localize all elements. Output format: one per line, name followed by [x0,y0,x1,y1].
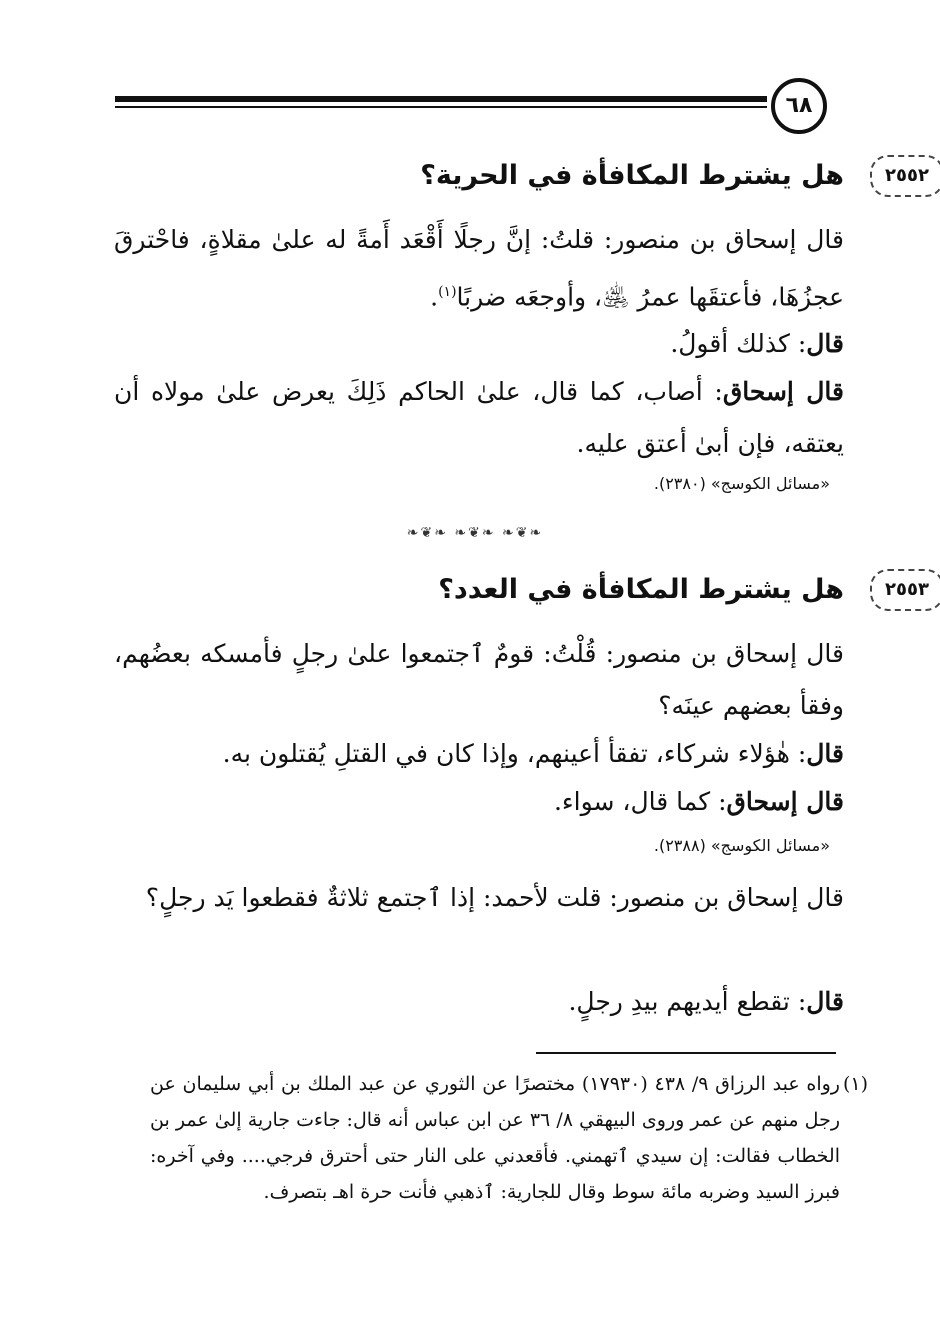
source-citation: «مسائل الكوسج» (٢٣٨٠). [653,474,830,493]
section-heading-2552 [420,160,929,191]
paragraph [114,728,844,780]
paragraph [114,214,844,323]
paragraph [114,872,844,924]
speaker-label: قال [806,987,844,1016]
section-title: هل يشترط المكافأة في العدد؟ [438,574,844,605]
question-text: قال إسحاق بن منصور: قُلْتُ: قومٌ ٱجتمعوا علىٰ رجلٍ فأمسكه بعضُهم، وفقأ بعضهم عينَه؟ [114,639,844,720]
answer-text: : أصاب، كما قال، علىٰ الحاكم ذَلِكَ يعرض علىٰ مولاه أن يعتقه، فإن أبىٰ أعتق عليه. [114,377,844,458]
header-rule-thick [115,96,767,102]
section-title: هل يشترط المكافأة في الحرية؟ [420,160,844,191]
question-text: قال إسحاق بن منصور: قلت لأحمد: إذا ٱجتمع ثلاثةٌ فقطعوا يَد رجلٍ؟ [145,883,844,912]
paragraph [114,318,844,370]
paragraph [114,366,844,470]
footnote-reference[interactable]: (١) [438,284,457,300]
section-number-badge: ٢٥٥٣ [870,569,940,611]
speaker-label: قال إسحاق [722,377,844,406]
speaker-label: قال [806,739,844,768]
paragraph [114,628,844,732]
paragraph [114,776,844,828]
question-text: قال إسحاق بن منصور: قلتُ: إنَّ رجلًا أَقْعَد أَمةً له علىٰ مقلاةٍ، فاحْترقَ عجزُهَا، فأعتقَها عمرُ ﵁، وأوجعَه ضربًا [114,225,844,312]
source-citation: «مسائل الكوسج» (٢٣٨٨). [653,836,830,855]
header-rule-thin [115,106,767,108]
footnote-text: رواه عبد الرزاق ٩/ ٤٣٨ (١٧٩٣٠) مختصرًا عن الثوري عن عبد الملك بن أبي سليمان عن رجل منهم عن عمر وروى البيهقي ٨/ ٣٦ عن ابن عباس أنه قال: جاءت جارية إلىٰ عمر بن الخطاب فقالت: إن سيدي ٱتهمني. فأقعدني على النار حتى أحترق فرجي.... وفي آخره: فبرز السيد وضربه مائة سوط وقال للجارية: ٱذهبي فأنت حرة اهـ بتصرف. [150,1073,840,1203]
section-number-badge: ٢٥٥٢ [870,155,940,197]
answer-text: : هٰؤلاء شركاء، تفقأ أعينهم، وإذا كان في القتلِ يُقتلون به. [222,739,807,768]
speaker-label: قال إسحاق [726,787,844,816]
paragraph [114,976,844,1028]
answer-text: : كذلك أقولُ. [670,329,807,358]
ornamental-divider: ❧❦❧ ❧❦❧ ❧❦❧ [406,525,544,541]
answer-text: : كما قال، سواء. [553,787,727,816]
page-number: ٦٨ [771,78,827,134]
speaker-label: قال [806,329,844,358]
footnote-marker: (١) [842,1073,868,1095]
answer-text: : تقطع أيديهم بيدِ رجلٍ. [568,987,807,1016]
section-heading-2553 [438,574,929,605]
footnote-separator [536,1052,836,1054]
page-header [115,78,837,138]
question-end: . [430,282,439,312]
